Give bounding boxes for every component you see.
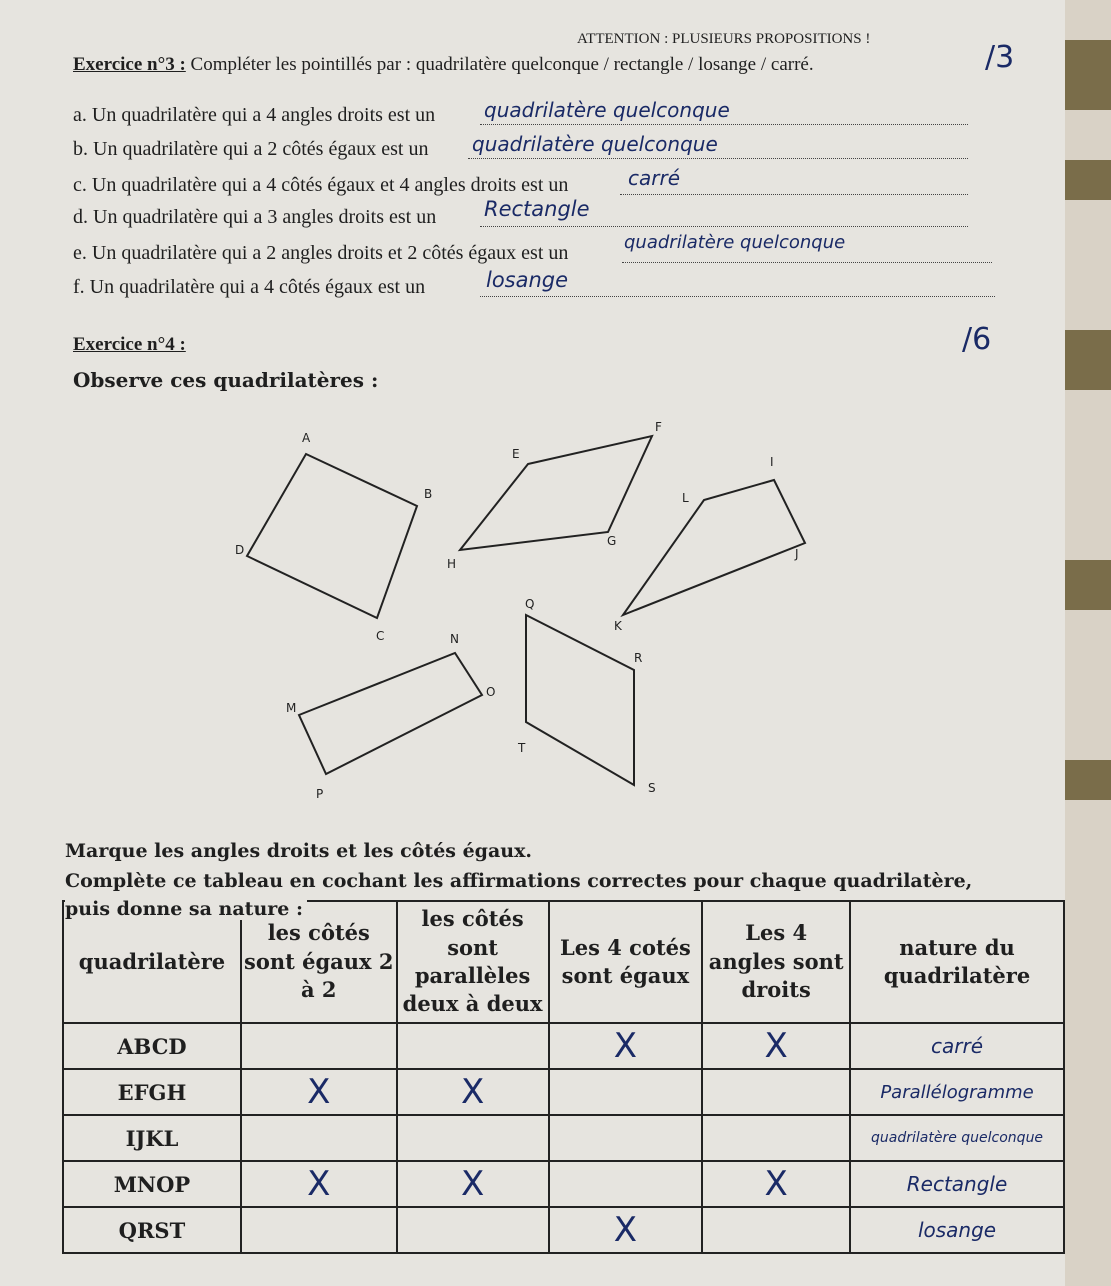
parallelogram-efgh — [460, 436, 652, 550]
checkbox-cell[interactable] — [702, 1207, 850, 1253]
exercise-3-score: /3 — [985, 40, 1015, 75]
question-a: a. Un quadrilatère qui a 4 angles droits est un — [73, 104, 436, 126]
instruction-mark-angles: Marque les angles droits et les côtés égaux. — [65, 840, 533, 862]
checkbox-cell[interactable] — [549, 1115, 703, 1161]
header-nature: nature du quadrilatère — [850, 901, 1064, 1023]
checkbox-cell[interactable] — [549, 1069, 703, 1115]
answer-d: Rectangle — [484, 197, 590, 221]
vertex-label-d: D — [235, 543, 245, 557]
checkbox-cell[interactable]: X — [397, 1069, 549, 1115]
checkbox-cell[interactable] — [241, 1023, 397, 1069]
vertex-label-p: P — [316, 787, 324, 801]
instruction-complete-table: Complète ce tableau en cochant les affirmations correctes pour chaque quadrilatère, — [65, 870, 973, 892]
checkbox-cell[interactable] — [702, 1069, 850, 1115]
checkbox-cell[interactable] — [397, 1207, 549, 1253]
answer-line-b — [468, 158, 968, 159]
background-cloth — [1065, 0, 1111, 1286]
attention-note: ATTENTION : PLUSIEURS PROPOSITIONS ! — [577, 31, 871, 47]
vertex-label-t: T — [518, 741, 526, 755]
nature-cell[interactable]: losange — [850, 1207, 1064, 1253]
header-sides-equal-pairs: les côtés sont égaux 2 à 2 — [241, 901, 397, 1023]
answer-c: carré — [628, 166, 681, 190]
vertex-label-n: N — [450, 632, 459, 646]
answer-line-a — [480, 124, 968, 125]
observe-heading: Observe ces quadrilatères : — [73, 368, 379, 392]
cloth-pattern — [1065, 40, 1111, 110]
exercise-3-instruction: Compléter les pointillés par : quadrilatère quelconque / rectangle / losange / carré. — [190, 54, 814, 75]
exercise-3-title: Exercice n°3 : — [73, 54, 186, 75]
vertex-label-m: M — [286, 701, 297, 715]
answer-b: quadrilatère quelconque — [472, 132, 718, 156]
header-sides-parallel: les côtés sont parallèles deux à deux — [397, 901, 549, 1023]
cloth-pattern — [1065, 160, 1111, 200]
header-quadrilateral: quadrilatère — [63, 901, 241, 1023]
nature-cell[interactable]: quadrilatère quelconque — [850, 1115, 1064, 1161]
vertex-label-e: E — [512, 447, 520, 461]
cloth-pattern — [1065, 760, 1111, 800]
checkbox-cell[interactable]: X — [241, 1069, 397, 1115]
checkbox-cell[interactable] — [241, 1115, 397, 1161]
row-name: IJKL — [63, 1115, 241, 1161]
vertex-label-b: B — [424, 487, 433, 501]
answer-line-c — [620, 194, 968, 195]
table-row — [63, 1023, 1064, 1069]
checkbox-cell[interactable] — [549, 1161, 703, 1207]
vertex-label-l: L — [682, 491, 689, 505]
vertex-label-k: K — [614, 619, 622, 633]
answer-a: quadrilatère quelconque — [484, 98, 730, 122]
vertex-label-r: R — [634, 651, 643, 665]
answer-line-d — [480, 226, 968, 227]
table-row — [63, 1161, 1064, 1207]
checkbox-cell[interactable] — [397, 1115, 549, 1161]
nature-cell[interactable]: Parallélogramme — [850, 1069, 1064, 1115]
vertex-label-f: F — [655, 420, 662, 434]
checkbox-cell[interactable] — [241, 1207, 397, 1253]
answer-e: quadrilatère quelconque — [624, 232, 846, 253]
quadrilateral-ijkl — [623, 480, 805, 615]
question-d: d. Un quadrilatère qui a 3 angles droits est un — [73, 206, 437, 228]
checkbox-cell[interactable] — [702, 1115, 850, 1161]
vertex-label-q: Q — [525, 597, 535, 611]
nature-cell[interactable]: Rectangle — [850, 1161, 1064, 1207]
quadrilaterals-figure — [0, 400, 1065, 840]
vertex-label-s: S — [648, 781, 656, 795]
table-row — [63, 1069, 1064, 1115]
checkbox-cell[interactable]: X — [702, 1161, 850, 1207]
row-name: EFGH — [63, 1069, 241, 1115]
question-c: c. Un quadrilatère qui a 4 côtés égaux et 4 angles droits est un — [73, 174, 569, 196]
properties-table — [62, 900, 1065, 1254]
square-abcd — [247, 454, 417, 618]
checkbox-cell[interactable]: X — [549, 1207, 703, 1253]
exercise-4-score: /6 — [962, 322, 992, 357]
instruction-give-nature: puis donne sa nature : — [65, 898, 307, 920]
exercise-3-heading — [73, 54, 814, 76]
vertex-label-a: A — [302, 431, 311, 445]
row-name: MNOP — [63, 1161, 241, 1207]
nature-cell[interactable]: carré — [850, 1023, 1064, 1069]
checkbox-cell[interactable] — [397, 1023, 549, 1069]
question-f: f. Un quadrilatère qui a 4 côtés égaux est un — [73, 276, 426, 298]
checkbox-cell[interactable]: X — [397, 1161, 549, 1207]
table-row — [63, 1207, 1064, 1253]
row-name: ABCD — [63, 1023, 241, 1069]
vertex-label-c: C — [376, 629, 385, 643]
vertex-label-o: O — [486, 685, 496, 699]
checkbox-cell[interactable]: X — [702, 1023, 850, 1069]
exercise-4-title: Exercice n°4 : — [73, 334, 186, 355]
answer-line-f — [480, 296, 995, 297]
header-four-right-angles: Les 4 angles sont droits — [702, 901, 850, 1023]
vertex-label-j: J — [795, 547, 799, 561]
cloth-pattern — [1065, 560, 1111, 610]
vertex-label-g: G — [607, 534, 617, 548]
rectangle-mnop — [299, 653, 482, 774]
cloth-pattern — [1065, 330, 1111, 390]
vertex-label-h: H — [447, 557, 457, 571]
answer-line-e — [622, 262, 992, 263]
rhombus-qrst — [526, 615, 634, 785]
question-e: e. Un quadrilatère qui a 2 angles droits et 2 côtés égaux est un — [73, 242, 569, 264]
checkbox-cell[interactable]: X — [549, 1023, 703, 1069]
checkbox-cell[interactable]: X — [241, 1161, 397, 1207]
question-b: b. Un quadrilatère qui a 2 côtés égaux est un — [73, 138, 429, 160]
answer-f: losange — [486, 268, 569, 292]
row-name: QRST — [63, 1207, 241, 1253]
header-four-sides-equal: Les 4 cotés sont égaux — [549, 901, 703, 1023]
vertex-label-i: I — [770, 455, 774, 469]
table-row — [63, 1115, 1064, 1161]
